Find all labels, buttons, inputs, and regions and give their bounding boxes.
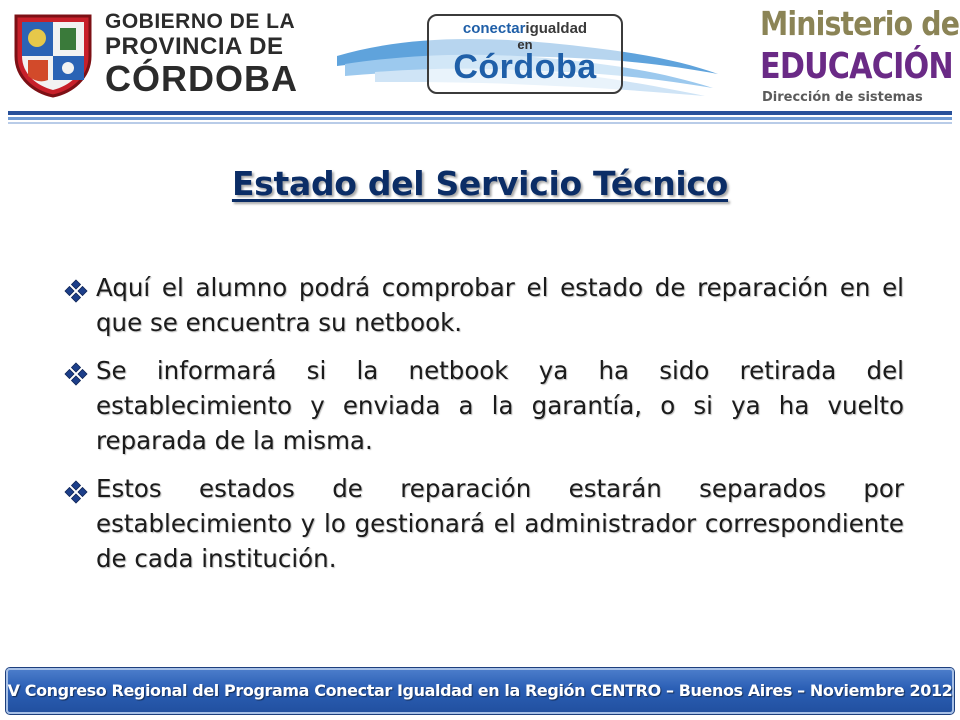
- bullet-item: [64, 353, 904, 458]
- program-logo: [335, 6, 720, 98]
- program-logo-city: Córdoba: [453, 48, 597, 86]
- bullet-text: Estos estados de reparación estarán separados por establecimiento y lo gestionará el administrador correspondiente de cada institución.: [96, 474, 904, 573]
- program-logo-box: [427, 14, 623, 94]
- header: [0, 0, 960, 118]
- header-divider: [8, 111, 952, 115]
- gov-logo-line1: GOBIERNO DE LA: [105, 10, 296, 33]
- ministry-logo-line1: Ministerio de: [760, 4, 960, 43]
- coat-of-arms-icon: [10, 10, 96, 98]
- ministry-logo-line2: EDUCACIÓN: [760, 46, 953, 87]
- program-logo-highlight: igualdad: [525, 20, 588, 37]
- bullet-item: [64, 270, 904, 340]
- header-divider-faint: [8, 122, 952, 124]
- ministry-logo: [760, 4, 960, 106]
- bullet-text: Aquí el alumno podrá comprobar el estado de reparación en el que se encuentra su netbook.: [96, 273, 904, 337]
- program-logo-connector: en: [517, 37, 533, 52]
- gov-logo: [10, 8, 310, 100]
- bullet-text: Se informará si la netbook ya ha sido retirada del establecimiento y enviada a la garantía, o si ya ha vuelto reparada de la misma.: [96, 356, 904, 455]
- program-logo-prefix: conectar: [462, 20, 526, 37]
- four-diamond-bullet-icon: [64, 279, 88, 303]
- ministry-logo-line3: Dirección de sistemas: [762, 90, 923, 105]
- four-diamond-bullet-icon: [64, 480, 88, 504]
- gov-logo-text: [105, 10, 310, 98]
- bullet-item: [64, 471, 904, 576]
- four-diamond-bullet-icon: [64, 362, 88, 386]
- header-divider-light: [8, 117, 952, 120]
- bullet-list: [64, 270, 904, 589]
- footer-text: V Congreso Regional del Programa Conectar Igualdad en la Región CENTRO – Buenos Aires – Noviembre 2012: [7, 681, 953, 700]
- slide-title: Estado del Servicio Técnico: [231, 164, 729, 203]
- footer-banner: [6, 668, 954, 714]
- gov-logo-line2: PROVINCIA DE: [105, 33, 284, 60]
- gov-logo-line3: CÓRDOBA: [105, 58, 298, 99]
- program-logo-top: [429, 20, 621, 37]
